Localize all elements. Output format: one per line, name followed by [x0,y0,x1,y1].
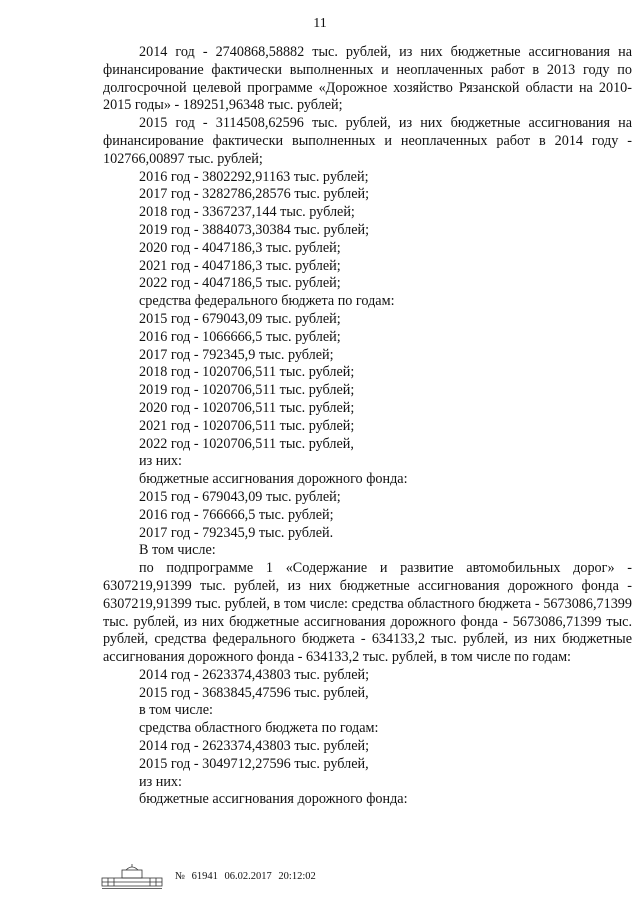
funding-lines-block-a [103,169,632,561]
text-line: 2017 год - 792345,9 тыс. рублей. [139,524,334,541]
stamp-text [175,871,320,882]
text-line: из них: [139,453,182,470]
text-line: 2021 год - 4047186,3 тыс. рублей; [139,257,341,274]
text-line: 2020 год - 1020706,511 тыс. рублей; [139,399,355,416]
document-body [103,44,632,809]
text-line: из них: [139,773,182,790]
registration-stamp [100,864,500,894]
paragraph-2015: 2015 год - 3114508,62596 тыс. рублей, из них бюджетные ассигнования на финансирование фактически выполненных и неоплаченных работ в 2014 году - 102766,00897 тыс. рублей; [103,115,632,167]
text-line: 2019 год - 3884073,30384 тыс. рублей; [139,221,370,238]
text-line: 2019 год - 1020706,511 тыс. рублей; [139,382,355,399]
text-line: 2014 год - 2623374,43803 тыс. рублей; [139,666,370,683]
text-line: бюджетные ассигнования дорожного фонда: [139,791,408,808]
text-line: 2022 год - 1020706,511 тыс. рублей, [139,435,354,452]
paragraph-subprogram-1: по подпрограмме 1 «Содержание и развитие автомобильных дорог» - 6307219,91399 тыс. рублей, из них бюджетные ассигнования дорожного фонда - 6307219,91399 тыс. рублей, в том числе: средства областного бюджета - 5673086,71399 тыс. рублей, из них бюджетные ассигнования дорожного фонда - 5673086,71399 тыс. рублей, средства федерального бюджета - 634133,2 тыс. рублей, из них бюджетные ассигнования дорожного фонда - 634133,2 тыс. рублей, в том числе по годам: [103,560,632,666]
text-line: 2021 год - 1020706,511 тыс. рублей; [139,417,355,434]
text-line: 2018 год - 1020706,511 тыс. рублей; [139,364,355,381]
text-line: 2015 год - 679043,09 тыс. рублей; [139,488,341,505]
doc-number: 61941 [191,871,218,882]
funding-lines-block-b [103,667,632,809]
text-line: 2016 год - 1066666,5 тыс. рублей; [139,328,341,345]
text-line: 2015 год - 679043,09 тыс. рублей; [139,310,341,327]
government-building-logo [100,864,164,890]
text-line: средства областного бюджета по годам: [139,720,379,737]
text-line: 2015 год - 3683845,47596 тыс. рублей, [139,684,369,701]
text-line: 2017 год - 792345,9 тыс. рублей; [139,346,334,363]
text-line: 2016 год - 766666,5 тыс. рублей; [139,506,334,523]
text-line: 2020 год - 4047186,3 тыс. рублей; [139,239,341,256]
text-line: средства федерального бюджета по годам: [139,293,395,310]
text-line: 2017 год - 3282786,28576 тыс. рублей; [139,186,370,203]
page-number: 11 [313,16,327,31]
text-line: 2016 год - 3802292,91163 тыс. рублей; [139,168,369,185]
text-line: в том числе: [139,702,213,719]
text-line: 2022 год - 4047186,5 тыс. рублей; [139,275,341,292]
text-line: В том числе: [139,542,216,559]
text-line: бюджетные ассигнования дорожного фонда: [139,471,408,488]
stamp-time: 20:12:02 [278,871,316,882]
number-sign: № [175,871,186,882]
stamp-date: 06.02.2017 [224,871,272,882]
text-line: 2018 год - 3367237,144 тыс. рублей; [139,204,355,221]
text-line: 2014 год - 2623374,43803 тыс. рублей; [139,738,370,755]
text-line: 2015 год - 3049712,27596 тыс. рублей, [139,755,369,772]
paragraph-2014: 2014 год - 2740868,58882 тыс. рублей, из них бюджетные ассигнования на финансирование фактически выполненных и неоплаченных работ в 2013 году по долгосрочной целевой программе «Дорожное хозяйство Рязанской области на 2010-2015 годы» - 189251,96348 тыс. рублей; [103,44,632,114]
